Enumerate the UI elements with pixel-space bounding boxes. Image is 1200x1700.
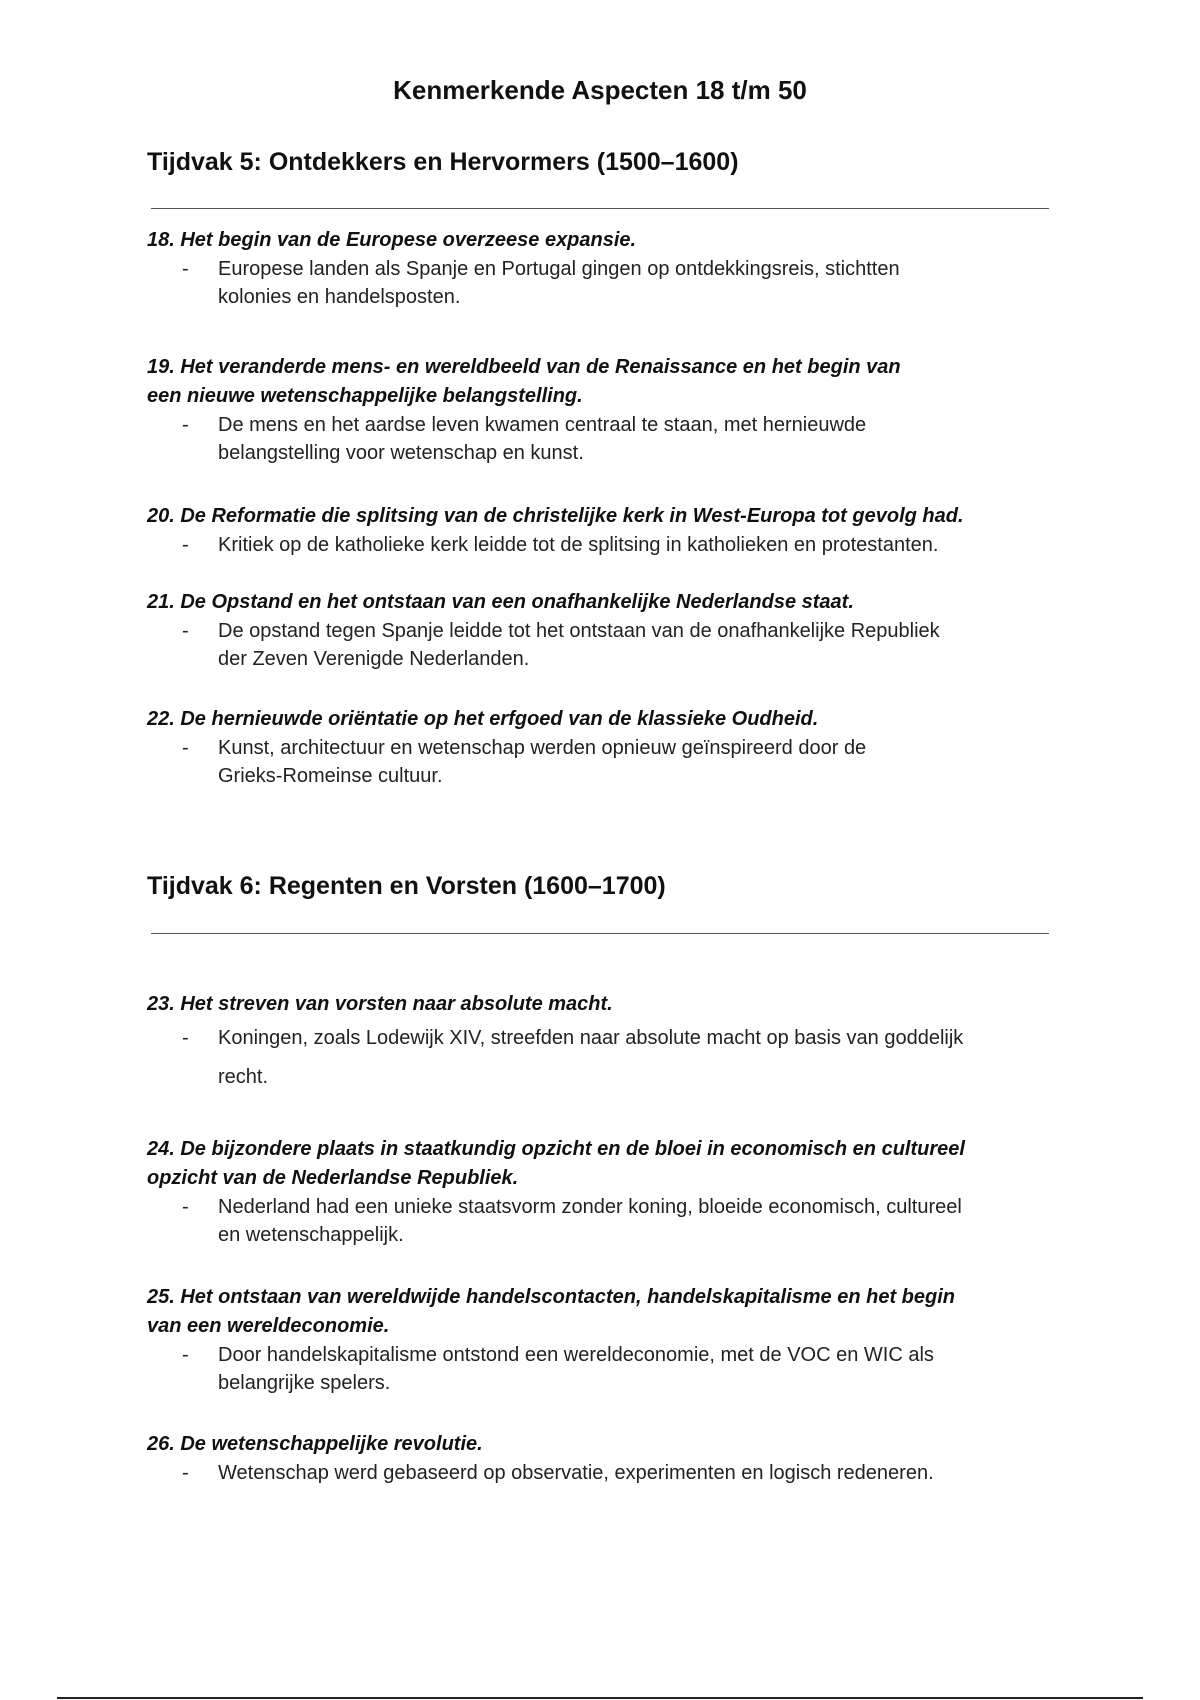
- description-line: der Zeven Verenigde Nederlanden.: [218, 648, 530, 670]
- bullet-dash: -: [182, 1344, 189, 1366]
- aspect-22: [147, 705, 1067, 790]
- bullet-dash: -: [182, 737, 189, 759]
- title-line: van een wereldeconomie.: [147, 1315, 390, 1337]
- bullet-dash: -: [182, 258, 189, 280]
- description-line: Grieks-Romeinse cultuur.: [218, 765, 443, 787]
- description-line: Koningen, zoals Lodewijk XIV, streefden naar absolute macht op basis van goddelijk: [218, 1027, 964, 1049]
- section-divider: [151, 208, 1049, 209]
- aspect-description: [147, 1459, 1067, 1487]
- aspect-description: [147, 1193, 1067, 1249]
- aspect-25: [147, 1283, 1067, 1397]
- bullet-dash: -: [182, 620, 189, 642]
- description-line: Nederland had een unieke staatsvorm zonder koning, bloeide economisch, cultureel: [218, 1196, 962, 1218]
- description-line: kolonies en handelsposten.: [218, 286, 461, 308]
- bullet-dash: -: [182, 534, 189, 556]
- aspect-description: [147, 1019, 1067, 1097]
- aspect-21: [147, 588, 1067, 673]
- aspect-24: [147, 1135, 1067, 1249]
- description-line: De opstand tegen Spanje leidde tot het ontstaan van de onafhankelijke Republiek: [218, 620, 940, 642]
- description-line: belangstelling voor wetenschap en kunst.: [218, 442, 584, 464]
- description-line: Wetenschap werd gebaseerd op observatie, experimenten en logisch redeneren.: [218, 1462, 934, 1484]
- title-line: een nieuwe wetenschappelijke belangstelling.: [147, 385, 583, 407]
- title-line: 19. Het veranderde mens- en wereldbeeld van de Renaissance en het begin van: [147, 356, 901, 378]
- aspect-description: [147, 531, 1067, 559]
- aspect-description: [147, 255, 1067, 311]
- aspect-23: [147, 990, 1067, 1097]
- description-line: Door handelskapitalisme ontstond een wereldeconomie, met de VOC en WIC als: [218, 1344, 934, 1366]
- description-line: Kritiek op de katholieke kerk leidde tot de splitsing in katholieken en protestanten.: [218, 534, 939, 556]
- bullet-dash: -: [182, 1027, 189, 1049]
- title-line: opzicht van de Nederlandse Republiek.: [147, 1167, 519, 1189]
- aspect-26: [147, 1430, 1067, 1487]
- aspect-description: [147, 617, 1067, 673]
- description-line: recht.: [218, 1066, 269, 1088]
- aspect-20: [147, 502, 1067, 559]
- aspect-title: 20. De Reformatie die splitsing van de christelijke kerk in West-Europa tot gevolg had.: [147, 505, 964, 527]
- section-divider: [151, 933, 1049, 934]
- aspect-title: 18. Het begin van de Europese overzeese expansie.: [147, 229, 637, 251]
- aspect-18: [147, 226, 1067, 311]
- aspect-title: [147, 1283, 1067, 1341]
- bullet-dash: -: [182, 1462, 189, 1484]
- bullet-dash: -: [182, 1196, 189, 1218]
- bullet-dash: -: [182, 414, 189, 436]
- section-heading-tijdvak-5: Tijdvak 5: Ontdekkers en Hervormers (1500–1600): [147, 148, 739, 176]
- description-line: De mens en het aardse leven kwamen centraal te staan, met hernieuwde: [218, 414, 867, 436]
- aspect-title: 26. De wetenschappelijke revolutie.: [147, 1433, 483, 1455]
- aspect-19: [147, 353, 1067, 467]
- document-title: Kenmerkende Aspecten 18 t/m 50: [393, 75, 807, 105]
- description-line: Kunst, architectuur en wetenschap werden opnieuw geïnspireerd door de: [218, 737, 867, 759]
- aspect-title: 21. De Opstand en het ontstaan van een onafhankelijke Nederlandse staat.: [147, 591, 854, 613]
- aspect-title: 23. Het streven van vorsten naar absolute macht.: [147, 993, 613, 1015]
- aspect-title: [147, 353, 1067, 411]
- description-line: belangrijke spelers.: [218, 1372, 391, 1394]
- aspect-title: [147, 1135, 1067, 1193]
- description-line: en wetenschappelijk.: [218, 1224, 404, 1246]
- page-bottom-border: [57, 1697, 1143, 1699]
- section-heading-tijdvak-6: Tijdvak 6: Regenten en Vorsten (1600–1700): [147, 872, 666, 900]
- aspect-description: [147, 411, 1067, 467]
- aspect-title: 22. De hernieuwde oriëntatie op het erfgoed van de klassieke Oudheid.: [147, 708, 819, 730]
- title-line: 24. De bijzondere plaats in staatkundig opzicht en de bloei in economisch en cultureel: [147, 1138, 965, 1160]
- aspect-description: [147, 734, 1067, 790]
- aspect-description: [147, 1341, 1067, 1397]
- description-line: Europese landen als Spanje en Portugal gingen op ontdekkingsreis, stichtten: [218, 258, 900, 280]
- title-line: 25. Het ontstaan van wereldwijde handelscontacten, handelskapitalisme en het begin: [147, 1286, 955, 1308]
